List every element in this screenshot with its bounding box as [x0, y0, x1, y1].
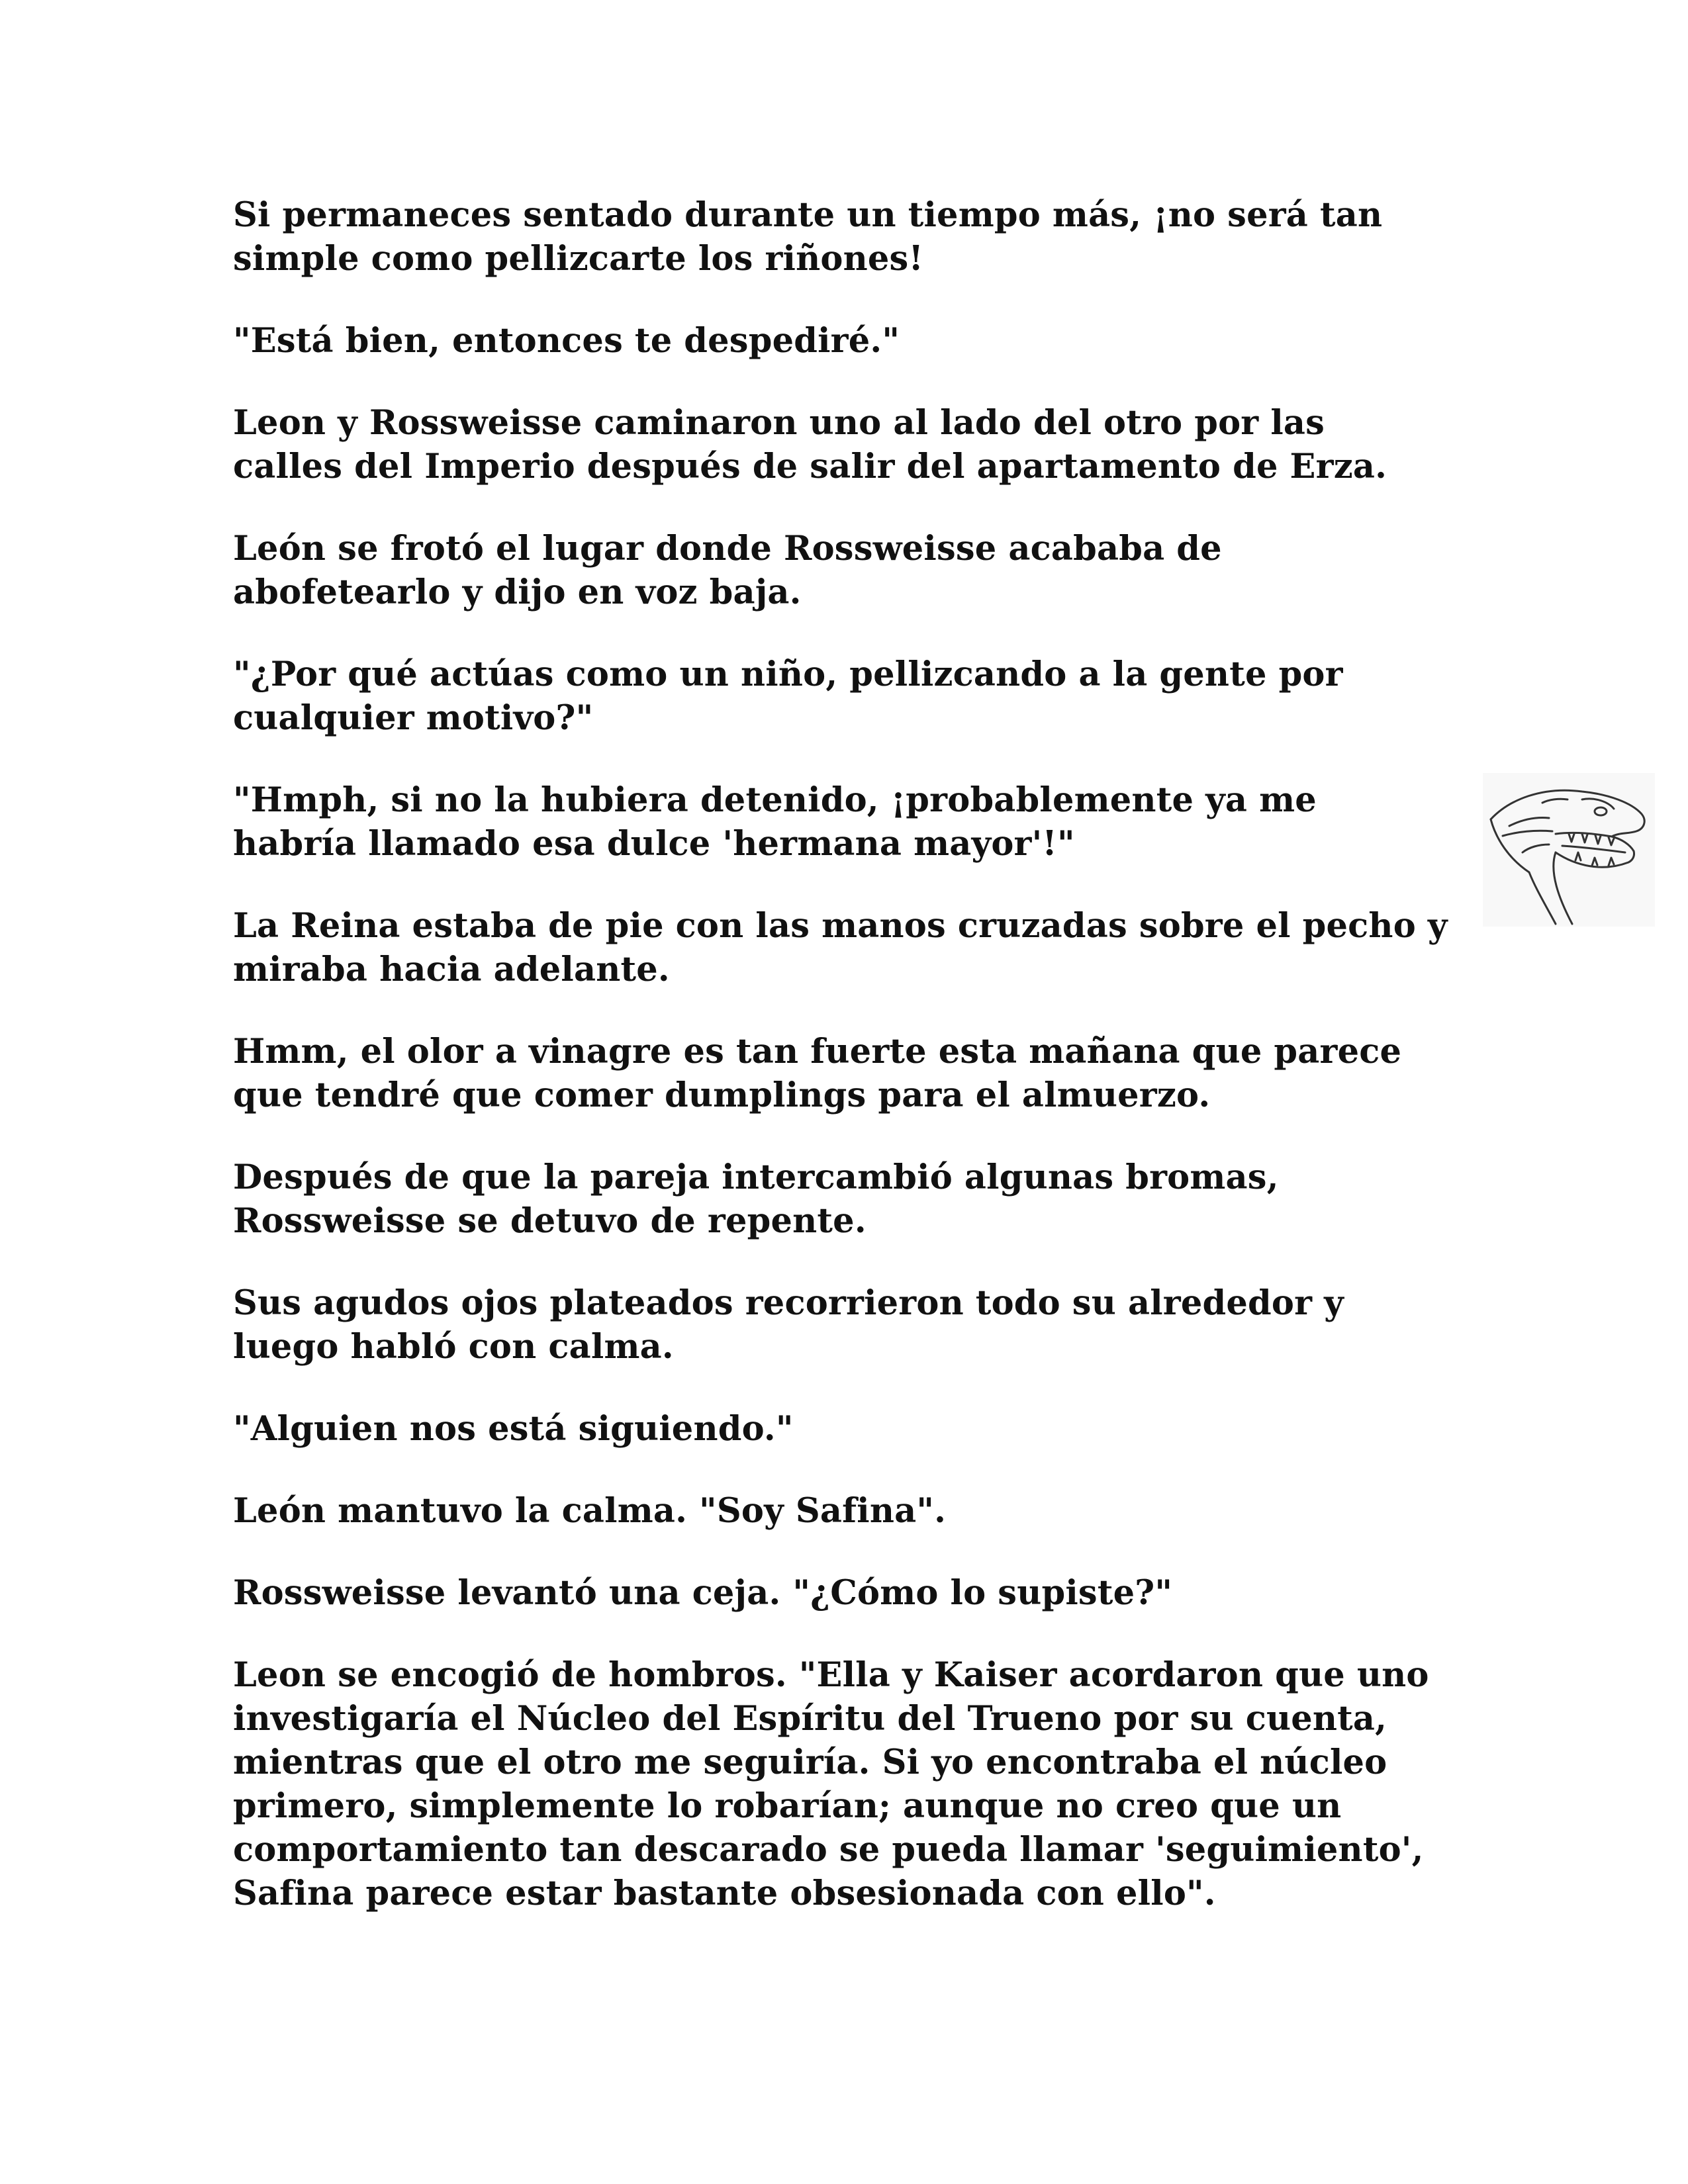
paragraph-13: Rossweisse levantó una ceja. "¿Cómo lo supiste?" — [233, 1573, 1173, 1613]
document-body — [233, 193, 1458, 1954]
paragraph-10: Sus agudos ojos plateados recorrieron todo su alrededor y luego habló con calma. — [233, 1283, 1344, 1367]
paragraph-3: Leon y Rossweisse caminaron uno al lado del otro por las calles del Imperio después de salir del apartamento de Erza. — [233, 403, 1387, 486]
paragraph-7: La Reina estaba de pie con las manos cruzadas sobre el pecho y miraba hacia adelante. — [233, 906, 1448, 989]
paragraph-5: "¿Por qué actúas como un niño, pellizcando a la gente por cualquier motivo?" — [233, 655, 1343, 738]
paragraph-1: Si permaneces sentado durante un tiempo más, ¡no será tan simple como pellizcarte los riñones! — [233, 195, 1383, 279]
paragraph-11: "Alguien nos está siguiendo." — [233, 1409, 794, 1449]
paragraph-12: León mantuvo la calma. "Soy Safina". — [233, 1491, 947, 1531]
paragraph-9: Después de que la pareja intercambió algunas bromas, Rossweisse se detuvo de repente. — [233, 1158, 1279, 1241]
paragraph-8: Hmm, el olor a vinagre es tan fuerte esta mañana que parece que tendré que comer dumplings para el almuerzo. — [233, 1032, 1402, 1115]
paragraph-14: Leon se encogió de hombros. "Ella y Kaiser acordaron que uno investigaría el Núcleo del Espíritu del Trueno por su cuenta, mientras que el otro me seguiría. Si yo encontraba el núcleo primero, simplemente lo robarían; aunque no creo que un comportamiento tan descarado se pueda llamar 'seguimiento', Safina parece estar bastante obsesionada con ello". — [233, 1655, 1429, 1913]
paragraph-2: "Está bien, entonces te despediré." — [233, 321, 900, 361]
paragraph-4: León se frotó el lugar donde Rossweisse acababa de abofetearlo y dijo en voz baja. — [233, 529, 1222, 612]
paragraph-6: "Hmph, si no la hubiera detenido, ¡probablemente ya me habría llamado esa dulce 'hermana mayor'!" — [233, 780, 1317, 864]
dinosaur-sketch-icon — [1483, 773, 1655, 927]
